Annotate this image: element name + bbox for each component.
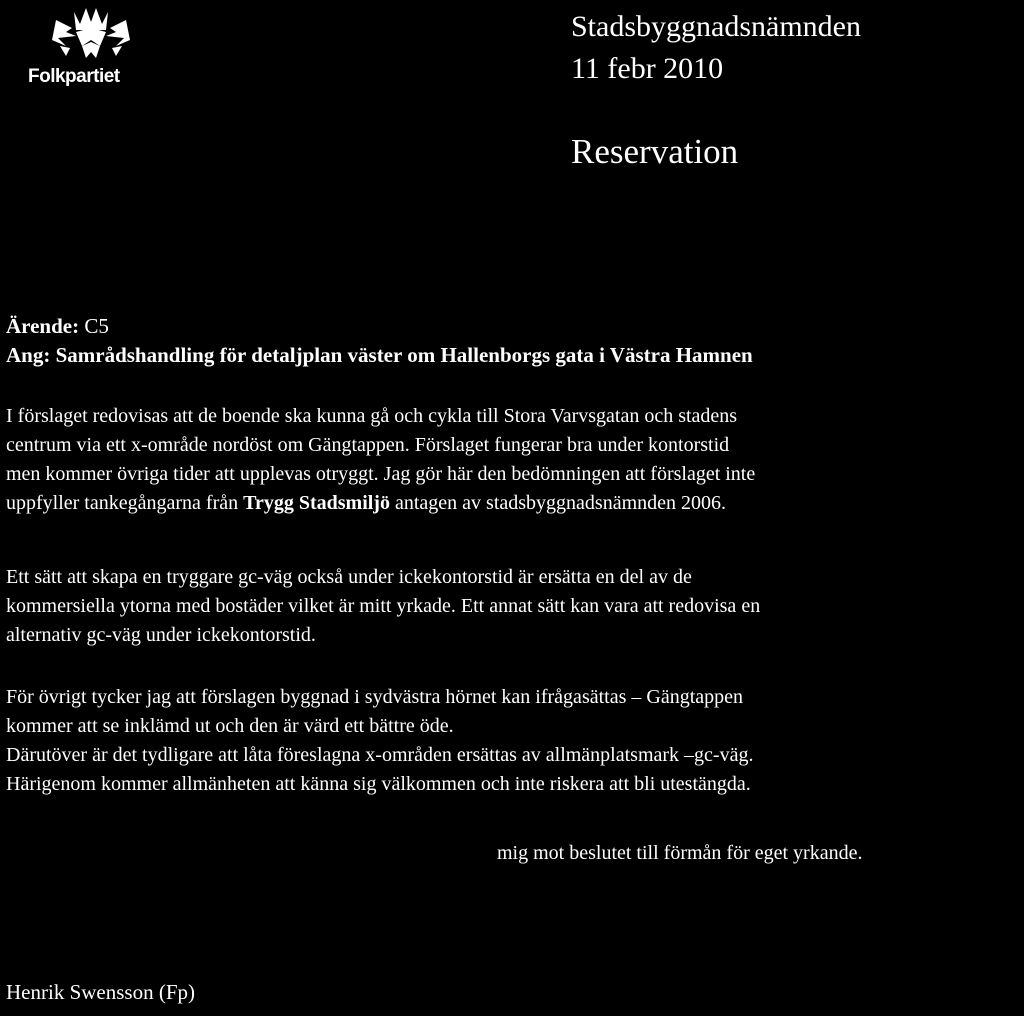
line-text: antagen av stadsbyggnadsnämnden 2006. bbox=[394, 492, 727, 514]
case-line bbox=[6, 312, 753, 341]
paragraph-line: kommer att se inklämd ut och den är värd ett bättre öde. bbox=[6, 715, 454, 737]
paragraph-alternative bbox=[6, 563, 1018, 650]
paragraph-line: I förslaget redovisas att de boende ska kunna gå och cykla till Stora Varvsgatan och stadens bbox=[6, 405, 738, 427]
paragraph-line: Därutöver är det tydligare att låta föreslagna x-områden ersättas av allmänplatsmark –gc-väg. bbox=[6, 744, 754, 766]
paragraph-line: Ett sätt att skapa en tryggare gc-väg också under ickekontorstid är ersätta en del av de bbox=[6, 566, 692, 588]
party-name: Folkpartiet bbox=[28, 66, 120, 87]
line-text: uppfyller tankegångarna från bbox=[6, 492, 239, 514]
paragraph-line: Härigenom kommer allmänheten att känna sig välkommen och inte riskera att bli utestängda. bbox=[6, 773, 751, 795]
paragraph-line: kommersiella ytorna med bostäder vilket är mitt yrkade. Ett annat sätt kan vara att redovisa en bbox=[6, 595, 761, 617]
closing-statement: mig mot beslutet till förmån för eget yrkande. bbox=[497, 842, 863, 864]
paragraph-line: centrum via ett x-område nordöst om Gängtappen. Förslaget fungerar bra under kontorstid bbox=[6, 434, 730, 456]
paragraph-line: För övrigt tycker jag att förslagen byggnad i sydvästra hörnet kan ifrågasättas – Gängtappen bbox=[6, 686, 744, 708]
case-value: C5 bbox=[84, 314, 109, 338]
paragraph-additional bbox=[6, 683, 1018, 799]
topic-line bbox=[6, 341, 753, 370]
paragraph-line: alternativ gc-väg under ickekontorstid. bbox=[6, 624, 316, 646]
subject-block bbox=[6, 312, 753, 370]
program-name: Trygg Stadsmiljö bbox=[243, 492, 390, 514]
meeting-date: 11 febr 2010 bbox=[571, 52, 724, 85]
party-logo bbox=[28, 0, 158, 100]
document-type: Reservation bbox=[571, 132, 739, 171]
crowned-star-icon bbox=[36, 0, 146, 66]
committee-name: Stadsbyggnadsnämnden bbox=[571, 10, 861, 43]
paragraph-proposal bbox=[6, 402, 1018, 518]
case-label: Ärende: bbox=[6, 314, 80, 338]
signature: Henrik Swensson (Fp) bbox=[6, 980, 195, 1004]
topic-text: Ang: Samrådshandling för detaljplan väster om Hallenborgs gata i Västra Hamnen bbox=[6, 343, 753, 367]
paragraph-line bbox=[6, 489, 1018, 518]
paragraph-line: men kommer övriga tider att upplevas otryggt. Jag gör här den bedömningen att förslaget inte bbox=[6, 463, 756, 485]
